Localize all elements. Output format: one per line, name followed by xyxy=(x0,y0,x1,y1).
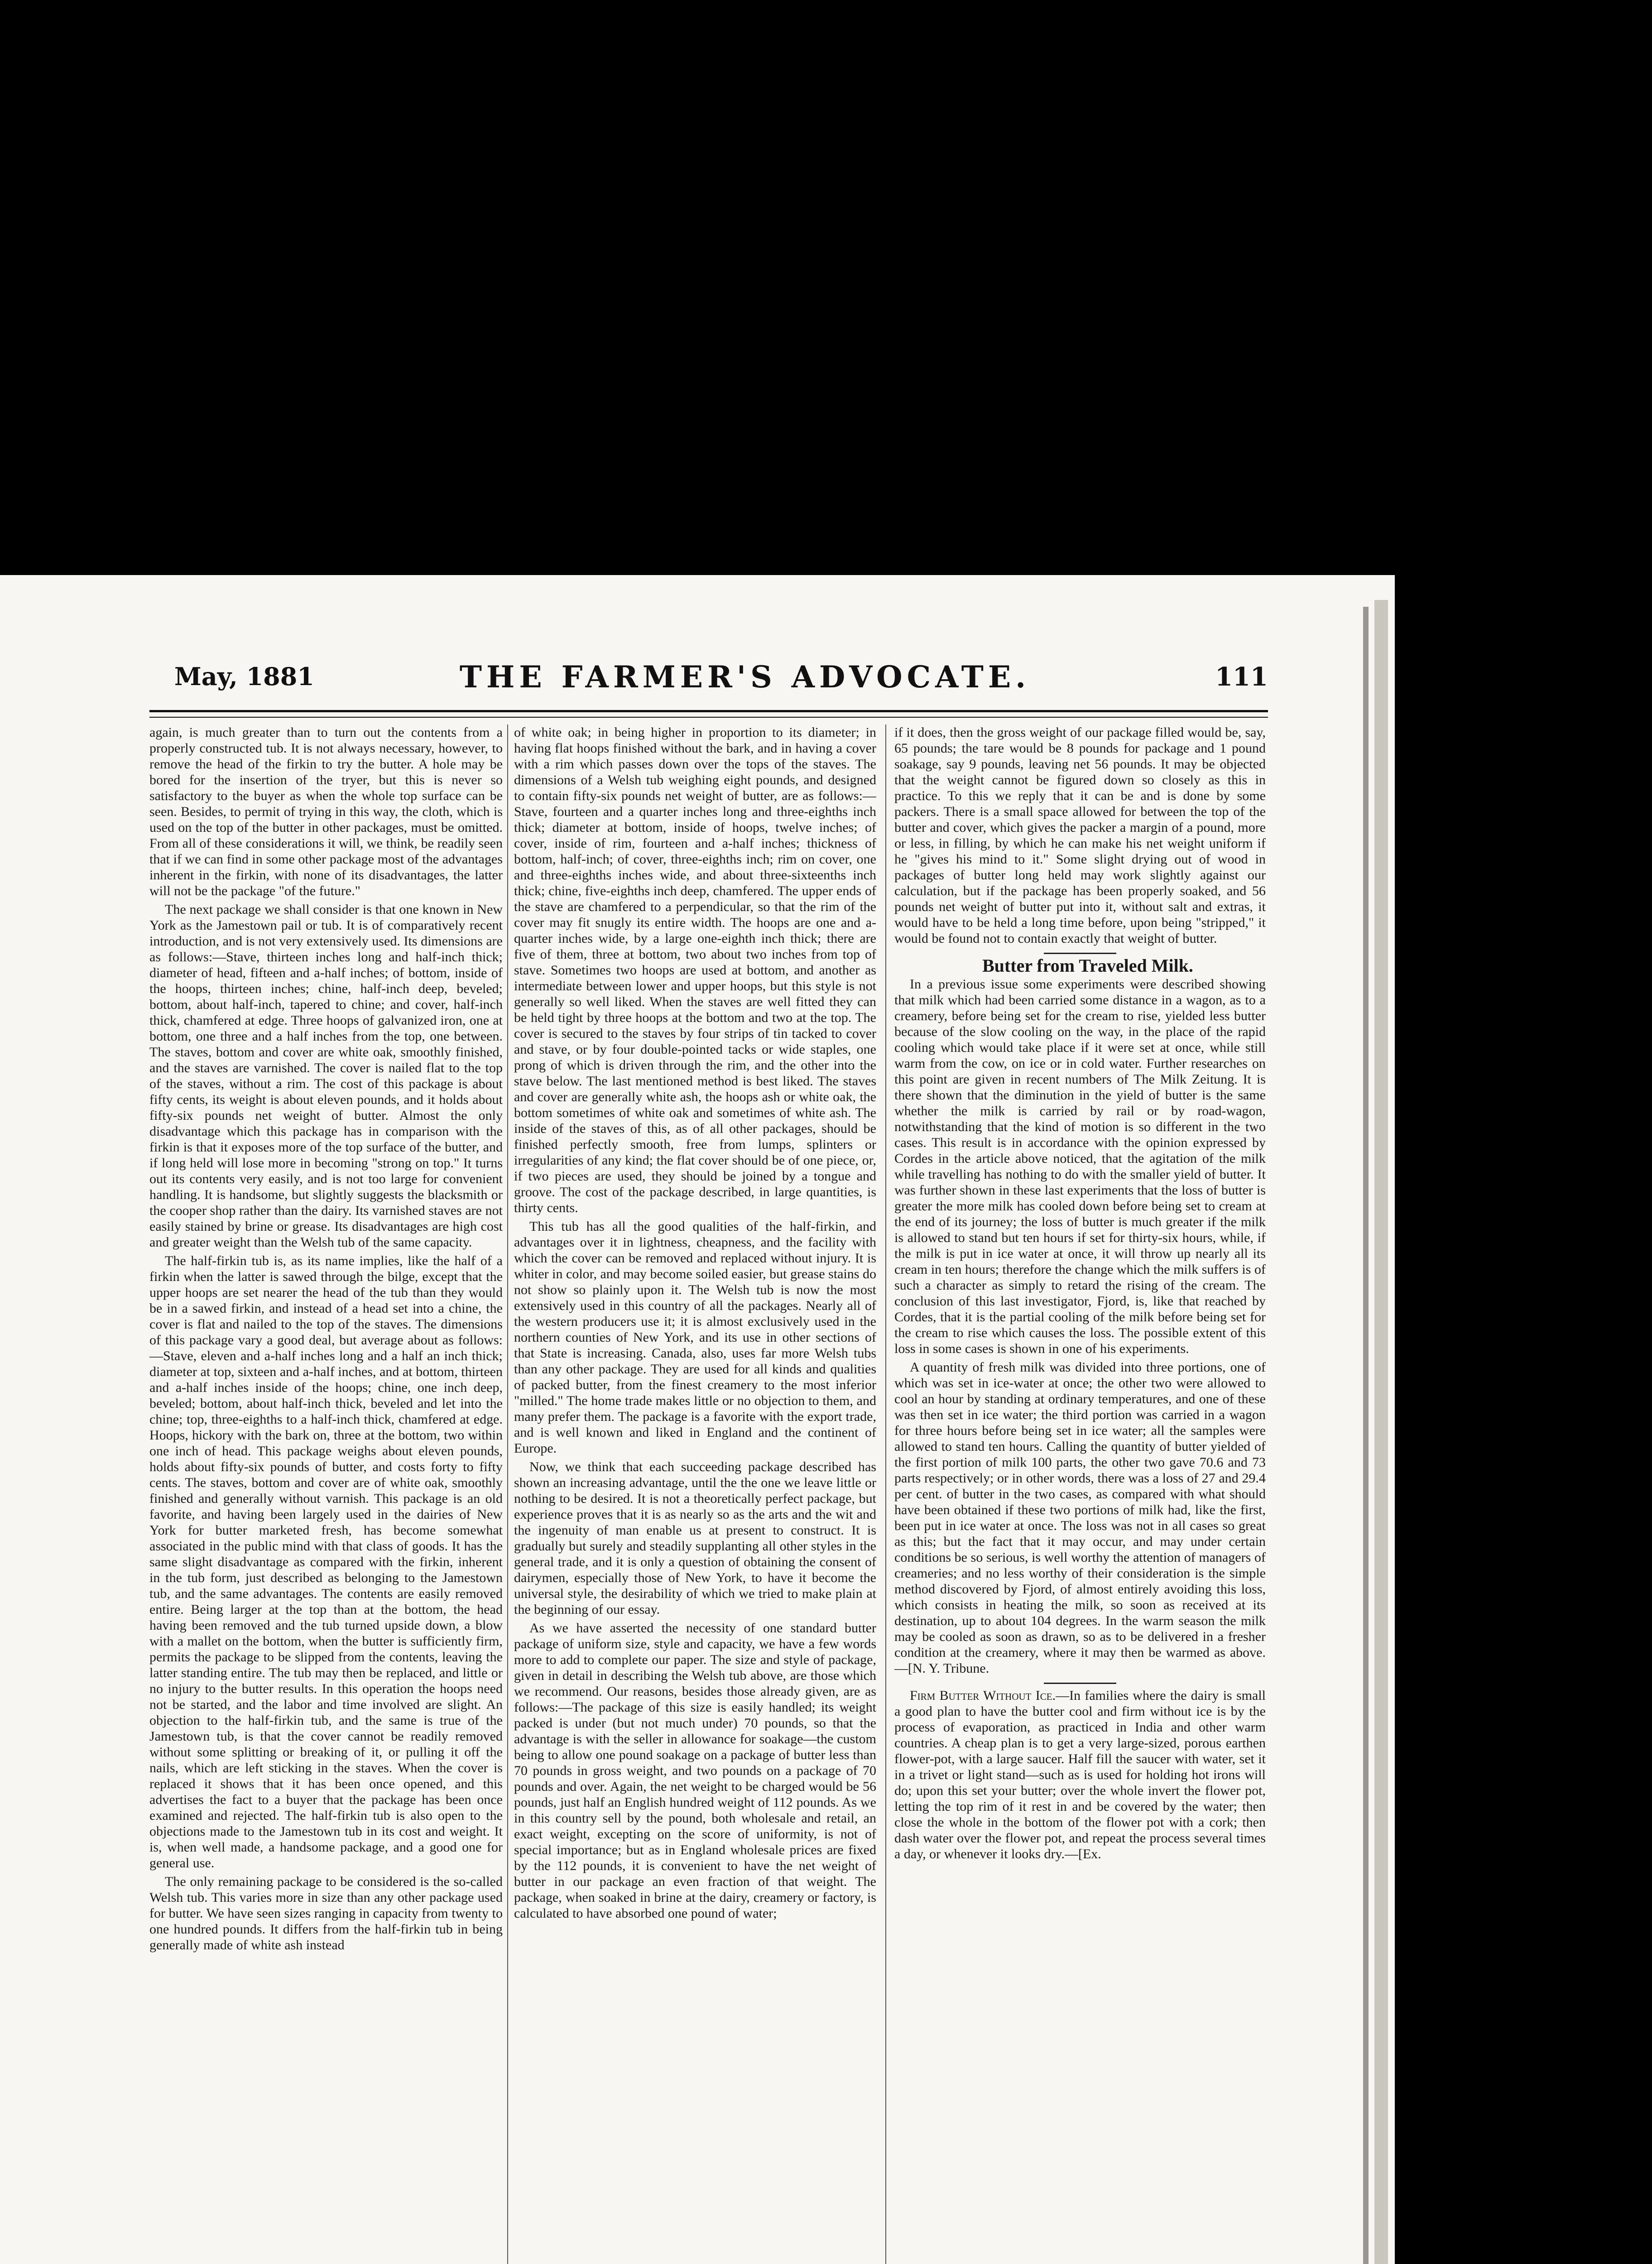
column-1 xyxy=(149,724,503,2264)
column-2 xyxy=(514,724,876,2264)
issue-date: May, 1881 xyxy=(174,662,314,691)
article-heading: Butter from Traveled Milk. xyxy=(982,955,1193,976)
column-divider-2 xyxy=(885,724,886,2264)
page-binding-shadow xyxy=(1363,607,1369,2264)
column-divider-1 xyxy=(507,724,508,2264)
page-binding-edge xyxy=(1374,600,1388,2264)
firm-butter-text: —In families where the dairy is small a good plan to have the butter cool and firm without ice is by the process of evaporation, as practiced in India and other warm countries. A cheap plan is to get a very large-sized, porous earthen flower-pot, with a large saucer. Half fill the saucer with water, set it in a trivet or light stand—such as is used for holding hot irons will do; upon this set your butter; over the whole invert the flower pot, letting the top rim of it rest in and be covered by the water; then close the whole in the bottom of the flower pot with a cork; then dash water over the flower pot, and repeat the process several times a day, or whenever it looks dry.—[Ex. xyxy=(894,1688,1266,1861)
section-separator xyxy=(1044,953,1116,954)
paragraph: The half-firkin tub is, as its name implies, like the half of a firkin when the latter is sawed through the bilge, except that the upper hoops are set nearer the head of the tub than they would be in a sawed firkin, and instead of a head set into a chine, the cover is flat and nailed to the top of the staves. The dimensions of this package vary a good deal, but average about as follows:—Stave, eleven and a-half inches long and a half an inch thick; diameter at top, sixteen and a-half inches, and at bottom, thirteen and a-half inches inside of the hoops; chine, one inch deep, beveled; bottom, about half-inch thick, beveled and let into the chine; top, three-eighths to a half-inch thick, chamfered at edge. Hoops, hickory with the bark on, three at the bottom, two within one inch of head. This package weighs about eleven pounds, holds about fifty-six pounds of butter, and costs forty to fifty cents. The staves, bottom and cover are of white oak, smoothly finished and generally without varnish. This package is an old favorite, and having been largely used in the dairies of New York for butter marketed fresh, has become somewhat associated in the public mind with that class of goods. It has the same slight disadvantage as compared with the firkin, inherent in the tub form, just described as belonging to the Jamestown tub, and the same advantages. The contents are easily removed entire. Being larger at the top than at the bottom, the head having been removed and the tub turned upside down, a blow with a mallet on the bottom, when the butter is sufficiently firm, permits the package to be slipped from the contents, leaving the latter standing entire. The tub may then be replaced, and little or no injury to the butter results. In this operation the hoops need not be started, and the labor and time involved are slight. An objection to the half-firkin tub, and the same is true of the Jamestown tub, is that the cover cannot be readily removed without some splitting or breaking of it, or pulling it off the nails, which are left sticking in the staves. When the cover is replaced it shows that it has been once opened, and this advertises the fact to a buyer that the package has been once examined and rejected. The half-firkin tub is also open to the objections made to the Jamestown tub in its cost and weight. It is, when well made, a handsome package, and a good one for general use. xyxy=(149,1253,503,1871)
paragraph: again, is much greater than to turn out the contents from a properly constructed tub. It is not always necessary, however, to remove the head of the firkin to try the butter. A hole may be bored for the insertion of the tryer, but this is never so satisfactory to the buyer as when the whole top surface can be seen. Besides, to permit of trying in this way, the cloth, which is used on the top of the butter in other packages, must be omitted. From all of these considerations it will, we think, be readily seen that if we can find in some other package most of the advantages inherent in the firkin, with none of its disadvantages, the latter will not be the package "of the future." xyxy=(149,725,503,898)
column-3 xyxy=(894,724,1266,2264)
paragraph: The only remaining package to be considered is the so-called Welsh tub. This varies more in size than any other package used for butter. We have seen sizes ranging in capacity from twenty to one hundred pounds. It differs from the half-firkin tub in being generally made of white ash instead xyxy=(149,1874,503,1952)
paragraph: This tub has all the good qualities of the half-firkin, and advantages over it in lightness, cheapness, and the facility with which the cover can be removed and replaced without injury. It is whiter in color, and may become soiled easier, but grease stains do not show so plainly upon it. The Welsh tub is now the most extensively used in this country of all the packages. Nearly all of the western producers use it; it is almost exclusively used in the northern counties of New York, and its use in other sections of that State is increasing. Canada, also, uses far more Welsh tubs than any other package. They are used for all kinds and qualities of packed butter, from the finest creamery to the most inferior "milled." The home trade makes little or no objection to them, and many prefer them. The package is a favorite with the export trade, and is well known and liked in England and the continent of Europe. xyxy=(514,1219,876,1456)
section-separator xyxy=(1044,1683,1116,1684)
paragraph: The next package we shall consider is that one known in New York as the Jamestown pail or tub. It is of comparatively recent introduction, and is not very extensively used. Its dimensions are as follows:—Stave, thirteen inches long and half-inch thick; diameter of head, fifteen and a-half inches; of bottom, inside of the hoops, thirteen inches; chine, half-inch deep, beveled; bottom, about half-inch, tapered to chine; and cover, half-inch thick, chamfered at edge. Three hoops of galvanized iron, one at bottom, one three and a half inches from the top, one between. The staves, bottom and cover are white oak, smoothly finished, and the staves are varnished. The cover is nailed flat to the top of the staves, without a rim. The cost of this package is about fifty cents, its weight is about eleven pounds, and it holds about fifty-six pounds net weight of butter. Almost the only disadvantage which this package has in comparison with the firkin is that it exposes more of the top surface of the butter, and if long held will lose more in becoming "strong on top." It turns out its contents very easily, and is not too large for convenient handling. It is handsome, but slightly suggests the blacksmith or the cooper shop rather than the dairy. Its varnished staves are not easily stained by brine or grease. Its disadvantages are high cost and greater weight than the Welsh tub of the same capacity. xyxy=(149,902,503,1250)
page-number: 111 xyxy=(1215,662,1268,692)
page-header xyxy=(174,659,1268,703)
paragraph: if it does, then the gross weight of our package filled would be, say, 65 pounds; the tare would be 8 pounds for package and 1 pound soakage, say 9 pounds, leaving net 56 pounds. It may be objected that the weight cannot be figured down so closely as this in practice. To this we reply that it can be and is done by some packers. There is a small space allowed for between the top of the butter and cover, which gives the packer a margin of a pound, more or less, in filling, by which he can make his net weight uniform if he "gives his mind to it." Some slight drying out of wood in packages of butter long held may work slightly against our calculation, but if the package has been properly soaked, and 56 pounds net weight of butter put into it, without salt and extras, it would have to be held a long time before, upon being "stripped," it would be found not to contain exactly that weight of butter. xyxy=(894,725,1266,946)
paragraph: A quantity of fresh milk was divided into three portions, one of which was set in ice-water at once; the other two were allowed to cool an hour by standing at ordinary temperatures, and one of these was then set in ice water; the third portion was carried in a wagon for three hours before being set in ice water; all the samples were allowed to stand ten hours. Calling the quantity of butter yielded of the first portion of milk 100 parts, the other two gave 70.6 and 73 parts respectively; or in other words, there was a loss of 27 and 29.4 per cent. of butter in the two cases, as compared with what should have been obtained if these two portions of milk had, like the first, been put in ice water at once. The loss was not in all cases so great as this; but the fact that it may occur, and may under certain conditions be so serious, is well worthy the attention of managers of creameries; and no less worthy of their consideration is the simple method discovered by Fjord, of almost entirely avoiding this loss, which consists in heating the milk, so soon as received at its destination, up to about 104 degrees. In the warm season the milk may be cooled as soon as drawn, so as to be delivered in a fresher condition at the creamery, where it may then be warmed as above.—[N. Y. Tribune. xyxy=(894,1360,1266,1676)
paragraph: Now, we think that each succeeding package described has shown an increasing advantage, until the the one we leave little or nothing to be desired. It is not a theoretically perfect package, but experience proves that it is as nearly so as the arts and the wit and the ingenuity of man enable us at present to construct. It is gradually but surely and steadily supplanting all other styles in the general trade, and it is only a question of obtaining the consent of dairymen, especially those of New York, to have it become the universal style, the desirability of which we tried to make plain at the beginning of our essay. xyxy=(514,1459,876,1617)
firm-butter-heading: Firm Butter Without Ice. xyxy=(910,1688,1056,1703)
paragraph: of white oak; in being higher in proportion to its diameter; in having flat hoops finished without the bark, and in having a cover with a rim which passes down over the tops of the staves. The dimensions of a Welsh tub weighing eight pounds, and designed to contain fifty-six pounds net weight of butter, are as follows:—Stave, fourteen and a quarter inches long and three-eighths inch thick; diameter at bottom, inside of hoops, twelve inches; of cover, inside of rim, fourteen and a-half inches; thickness of bottom, half-inch; of cover, three-eighths inch; rim on cover, one and three-eighths inches wide, and about three-sixteenths inch thick; chine, five-eighths inch deep, chamfered. The upper ends of the stave are chamfered to a perpendicular, so that the rim of the cover may fit snugly its entire width. The hoops are one and a-quarter inches wide, by a large one-eighth inch thick; there are five of them, three at bottom, two about two inches from top of stave. Sometimes two hoops are used at bottom, and another as intermediate between lower and upper hoops, but this style is not generally so well liked. When the staves are well fitted they can be held tight by three hoops at the bottom and two at the top. The cover is secured to the staves by four strips of tin tacked to cover and stave, or by four double-pointed tacks or wide staples, one prong of which is driven through the rim, and the other into the stave below. The last mentioned method is best liked. The staves and cover are generally white ash, the hoops ash or white oak, the bottom sometimes of white oak and sometimes of white ash. The inside of the staves of this, as of all other packages, should be finished perfectly smooth, free from lumps, splinters or irregularities of any kind; the flat cover should be of one piece, or, if two pieces are used, they should be joined by a tongue and groove. The cost of the package described, in large quantities, is thirty cents. xyxy=(514,725,876,1215)
paragraph: In a previous issue some experiments were described showing that milk which had been carried some distance in a wagon, as to a creamery, before being set for the cream to rise, yielded less butter because of the slow cooling on the way, in the place of the rapid cooling which would take place if it were set at once, while still warm from the cow, on ice or in cold water. Further researches on this point are given in recent numbers of The Milk Zeitung. It is there shown that the diminution in the yield of butter is the same whether the milk is carried by rail or by road-wagon, notwithstanding that the kind of motion is so different in the two cases. This result is in accordance with the opinion expressed by Cordes in the article above noticed, that the agitation of the milk while travelling has nothing to do with the smaller yield of butter. It was further shown in these last experiments that the loss of butter is greater the more milk has cooled down before being set to cream at the end of its journey; the loss of butter is much greater if the milk is allowed to stand but ten hours if set for thirty-six hours, while, if the milk is put in ice water at once, it will throw up nearly all its cream in ten hours; therefore the change which the milk suffers is of such a character as simply to retard the rising of the cream. The conclusion of this last investigator, Fjord, is, like that reached by Cordes, that it is the partial cooling of the milk before being set for the cream to rise which causes the loss. The possible extent of this loss in some cases is shown in one of his experiments. xyxy=(894,977,1266,1356)
header-rule xyxy=(149,710,1268,718)
firm-butter-paragraph xyxy=(894,1688,1266,1862)
masthead-title: THE FARMER'S ADVOCATE. xyxy=(459,659,1031,695)
paragraph: As we have asserted the necessity of one standard butter package of uniform size, style and capacity, we have a few words more to add to complete our paper. The size and style of package, given in detail in describing the Welsh tub above, are those which we recommend. Our reasons, besides those already given, are as follows:—The package of this size is easily handled; its weight packed is under (but not much under) 70 pounds, so that the advantage is with the seller in allowance for soakage—the custom being to allow one pound soakage on a package of butter less than 70 pounds in gross weight, and two pounds on a package of 70 pounds and over. Again, the net weight to be charged would be 56 pounds, just half an English hundred weight of 112 pounds. As we in this country sell by the pound, both wholesale and retail, an exact weight, excepting on the score of uniformity, is not of special importance; but as in England wholesale prices are fixed by the 112 pounds, it is convenient to have the net weight of butter in our package an even fraction of that weight. The package, when soaked in brine at the dairy, creamery or factory, is calculated to have absorbed one pound of water; xyxy=(514,1621,876,1921)
